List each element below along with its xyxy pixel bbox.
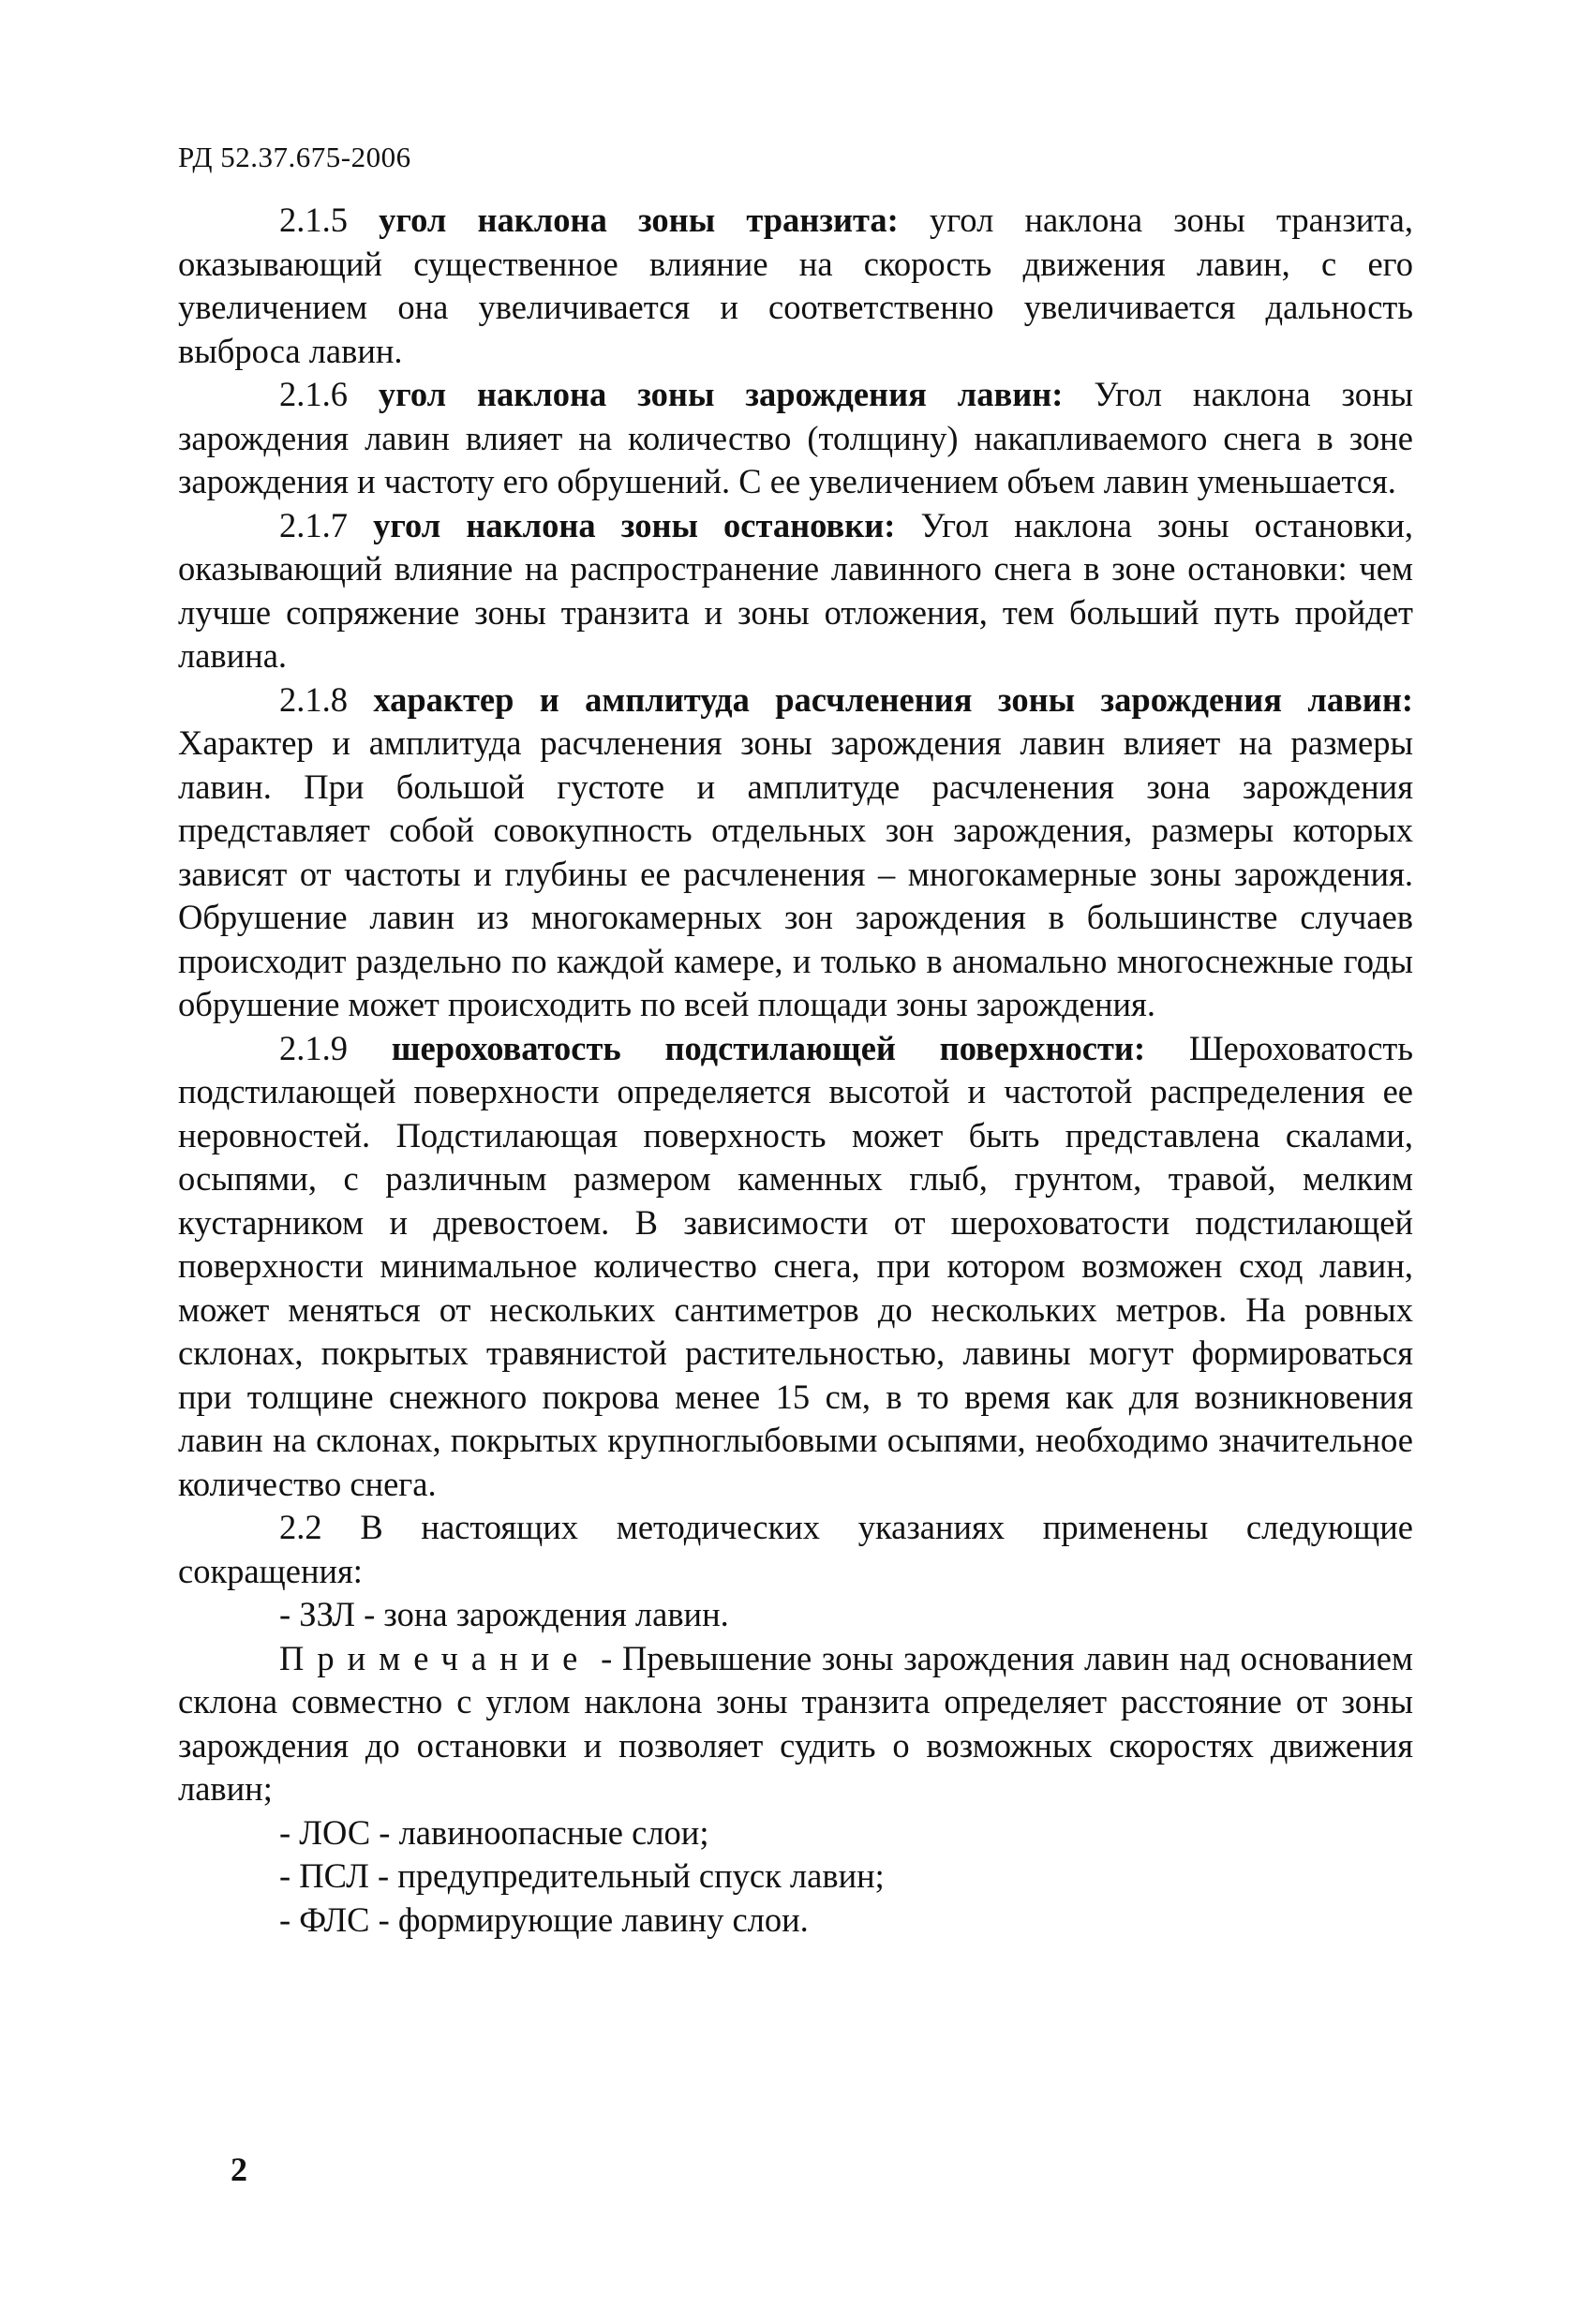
section-text: Угол наклона зоны зарождения лавин влияет на количество (толщину) накапливаемого снега в зоне зарождения и частоту его обрушений. С ее увеличением объем лавин уменьшается. [178,375,1414,500]
section-2-1-8 [178,678,1413,1027]
note-text: - Превышение зоны зарождения лавин над основанием склона совместно с углом наклона зоны транзита определяет расстояние от зоны зарождения до остановки и позволяет судить о возможных скоростях движения лавин; [178,1638,1414,1808]
document-code: РД 52.37.675-2006 [178,141,411,173]
section-number: 2.2 [279,1508,322,1546]
section-number: 2.1.5 [279,201,348,239]
abbreviation-zzl: - ЗЗЛ - зона зарождения лавин. [279,1595,729,1633]
section-number: 2.1.9 [279,1028,348,1067]
section-2-1-7 [178,504,1413,678]
section-term: шероховатость подстилающей поверхности: [391,1028,1146,1067]
section-2-2 [178,1506,1413,1593]
section-text: Угол наклона зоны остановки, оказывающий влияние на распространение лавинного снега в зоне остановки: чем лучше сопряжение зоны транзита и зоны отложения, тем больший путь пройдет лавина. [178,505,1414,675]
section-2-1-6 [178,373,1413,504]
section-term: характер и амплитуда расчленения зоны зарождения лавин: [373,679,1414,719]
note-paragraph [178,1637,1413,1811]
section-text: Шероховатость подстилающей поверхности определяется высотой и частотой распределения ее неровностей. Подстилающая поверхность может быть представлена скалами, осыпями, с различным размером каменных глыб, грунтом, травой, мелким кустарником и древостоем. В зависимости от шероховатости подстилающей поверхности минимальное количество снега, при котором возможен сход лавин, может меняться от нескольких сантиметров до нескольких метров. На ровных склонах, покрытых травянистой растительностью, лавины могут формироваться при толщине снежного покрова менее 15 см, в то время как для возникновения лавин на склонах, покрытых крупноглыбовыми осыпями, необходимо значительное количество снега. [178,1028,1413,1503]
section-2-1-5 [178,199,1413,373]
section-number: 2.1.7 [279,505,348,544]
section-number: 2.1.8 [279,679,348,719]
document-body [178,199,1413,1942]
section-term: угол наклона зоны зарождения лавин: [378,375,1064,413]
section-term: угол наклона зоны остановки: [373,505,896,544]
abbreviation-psl: - ПСЛ - предупредительный спуск лавин; [279,1856,885,1895]
abbreviation-los: - ЛОС - лавиноопасные слои; [279,1812,709,1852]
section-term: угол наклона зоны транзита: [379,201,899,239]
section-text: угол наклона зоны транзита, оказывающий существенное влияние на скорость движения лавин, с его увеличением она увеличивается и соответственно увеличивается дальность выброса лавин. [178,201,1414,370]
note-label: Примечание [279,1638,591,1677]
section-number: 2.1.6 [279,375,348,413]
page-number: 2 [231,2151,247,2188]
section-text: В настоящих методических указаниях применены следующие сокращения: [178,1508,1413,1590]
abbreviation-fls: - ФЛС - формирующие лавину слои. [279,1899,809,1939]
section-text: Характер и амплитуда расчленения зоны зарождения лавин влияет на размеры лавин. При большой густоте и амплитуде расчленения зона зарождения представляет собой совокупность отдельных зон зарождения, размеры которых зависят от частоты и глубины ее расчленения – многокамерные зоны зарождения. Обрушение лавин из многокамерных зон зарождения в большинстве случаев происходит раздельно по каждой камере, и только в аномально многоснежные годы обрушение может происходить по всей площади зоны зарождения. [178,723,1413,1023]
section-2-1-9 [178,1027,1413,1507]
